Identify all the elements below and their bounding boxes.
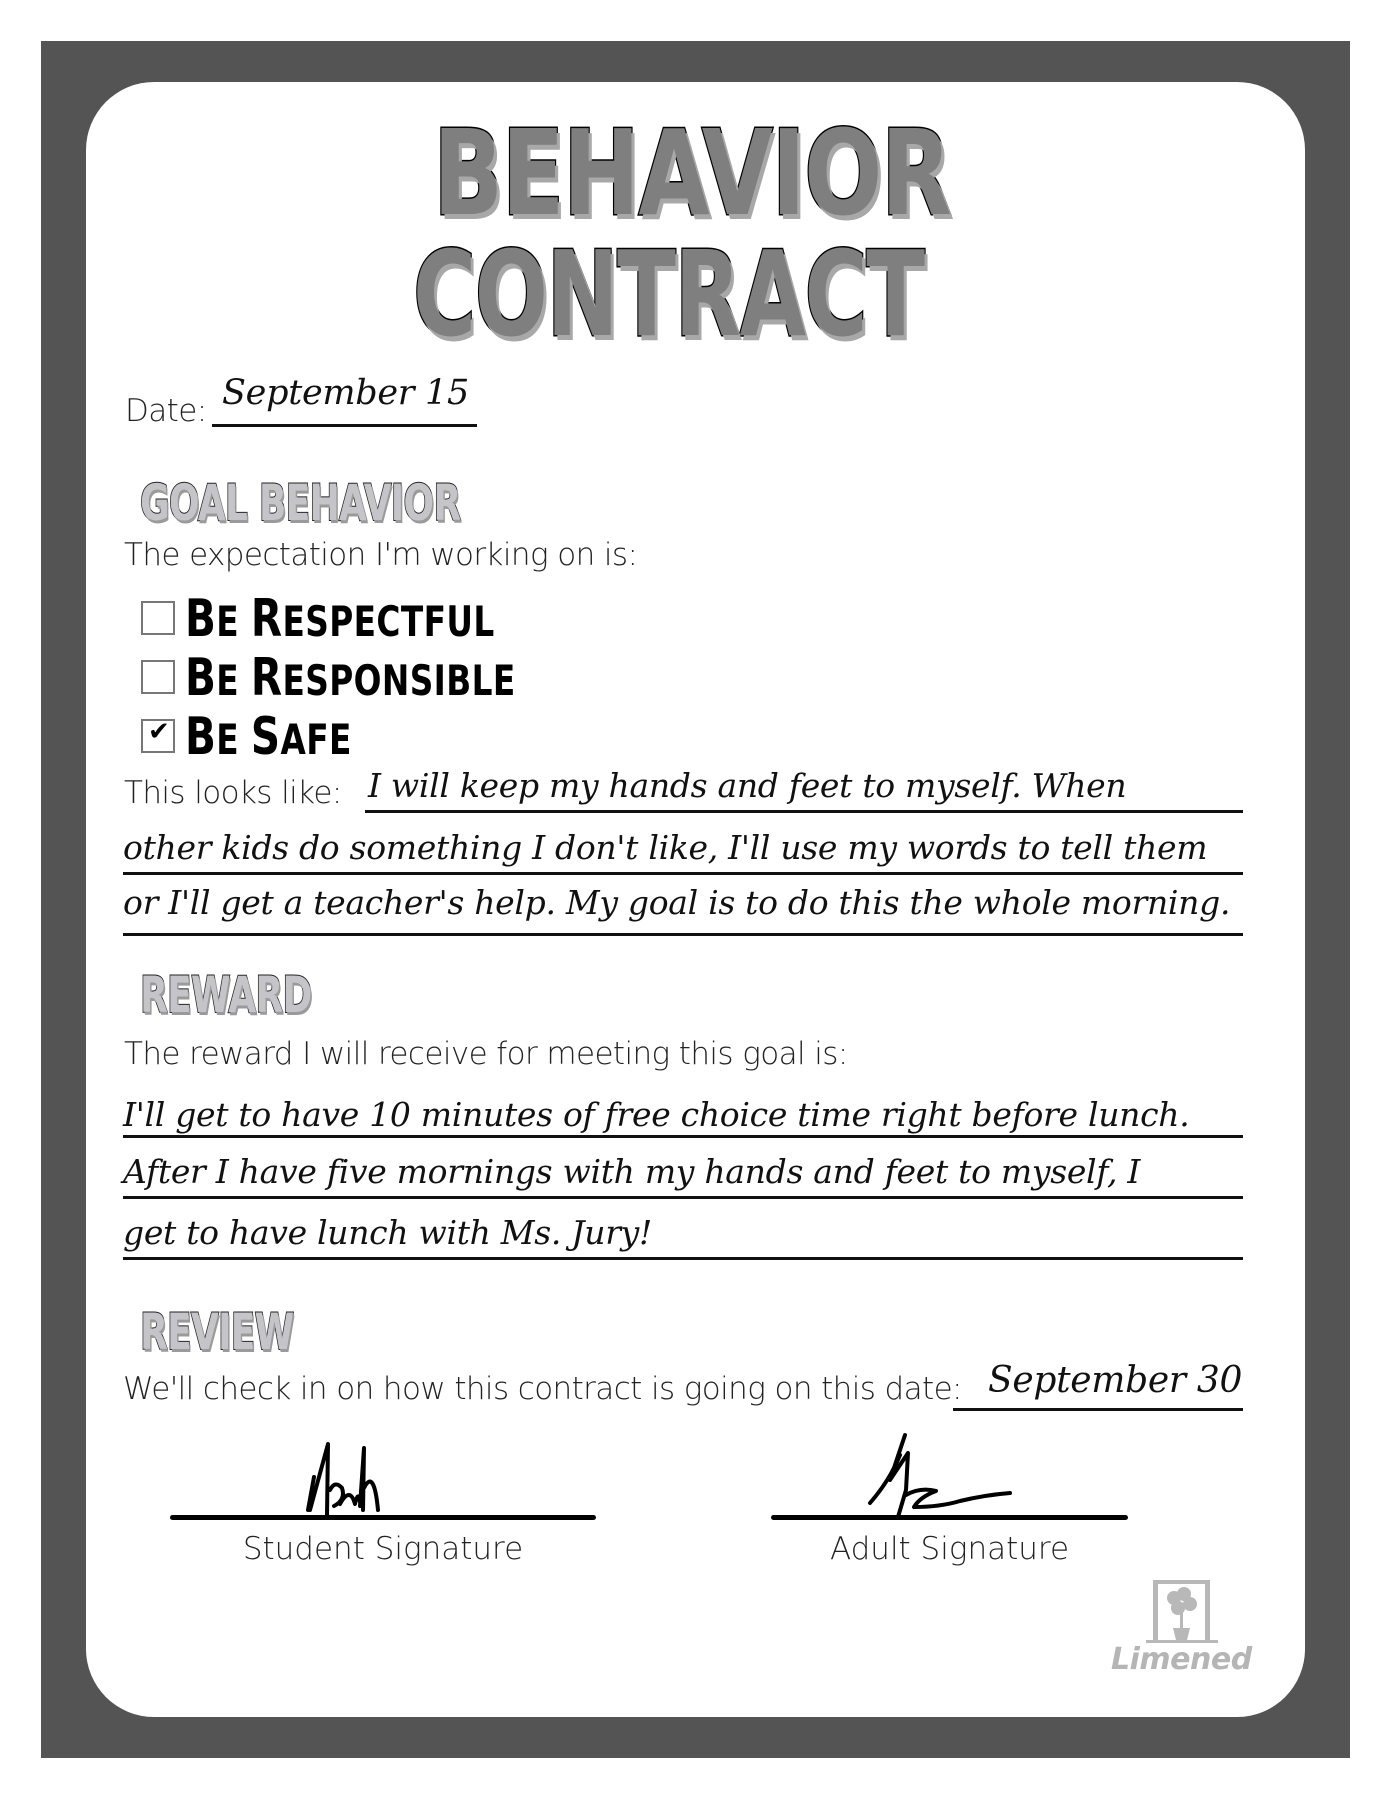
looks-like-line-2[interactable]: other kids do something I don't like, I'll use my words to tell them — [123, 828, 1208, 867]
date-underline — [212, 424, 477, 427]
title-line-2: CONTRACT — [413, 225, 924, 363]
reward-line-1[interactable]: I'll get to have 10 minutes of free choice time right before lunch. — [123, 1095, 1190, 1134]
looks-like-underline-1 — [365, 810, 1243, 813]
reward-underline-1 — [123, 1135, 1243, 1138]
adult-signature-label: Adult Signature — [829, 1531, 1070, 1567]
option-be-respectful: BE RESPECTFUL — [185, 589, 495, 649]
option-be-responsible: BE RESPONSIBLE — [185, 648, 516, 708]
looks-like-underline-3 — [123, 933, 1243, 936]
checkbox-be-safe[interactable] — [141, 719, 175, 753]
goal-behavior-heading: GOAL BEHAVIOR — [140, 474, 461, 532]
review-heading: REVIEW — [140, 1303, 294, 1361]
looks-like-label: This looks like: — [124, 775, 342, 811]
reward-line-3[interactable]: get to have lunch with Ms. Jury! — [123, 1213, 652, 1252]
date-value[interactable]: September 15 — [222, 373, 469, 413]
checkbox-be-responsible[interactable] — [141, 660, 175, 694]
looks-like-underline-2 — [123, 872, 1243, 875]
reward-line-2[interactable]: After I have five mornings with my hands and feet to myself, I — [123, 1152, 1141, 1191]
review-date-underline — [953, 1408, 1243, 1411]
expectation-prompt: The expectation I'm working on is: — [124, 537, 638, 573]
reward-underline-2 — [123, 1196, 1243, 1199]
adult-signature-scribble — [860, 1425, 1080, 1525]
student-signature-line[interactable] — [170, 1515, 596, 1520]
review-prompt: We'll check in on how this contract is going on this date: — [123, 1371, 962, 1407]
review-date[interactable]: September 30 — [988, 1360, 1243, 1401]
looks-like-line-1[interactable]: I will keep my hands and feet to myself. When — [368, 766, 1127, 805]
reward-prompt: The reward I will receive for meeting this goal is: — [124, 1036, 848, 1072]
student-signature-label: Student Signature — [242, 1531, 524, 1567]
title-line-1: BEHAVIOR — [433, 104, 951, 242]
adult-signature-line[interactable] — [771, 1515, 1128, 1520]
reward-underline-3 — [123, 1257, 1243, 1260]
check-icon: ✔ — [148, 717, 170, 747]
date-label: Date: — [125, 393, 207, 429]
reward-heading: REWARD — [140, 966, 312, 1024]
tree-in-window-icon — [1153, 1580, 1210, 1640]
looks-like-line-3[interactable]: or I'll get a teacher's help. My goal is to do this the whole morning. — [123, 883, 1231, 922]
checkbox-be-respectful[interactable] — [141, 601, 175, 635]
option-be-safe: BE SAFE — [185, 707, 352, 767]
logo-text: Limened — [1111, 1642, 1252, 1677]
student-signature-scribble — [290, 1430, 430, 1525]
